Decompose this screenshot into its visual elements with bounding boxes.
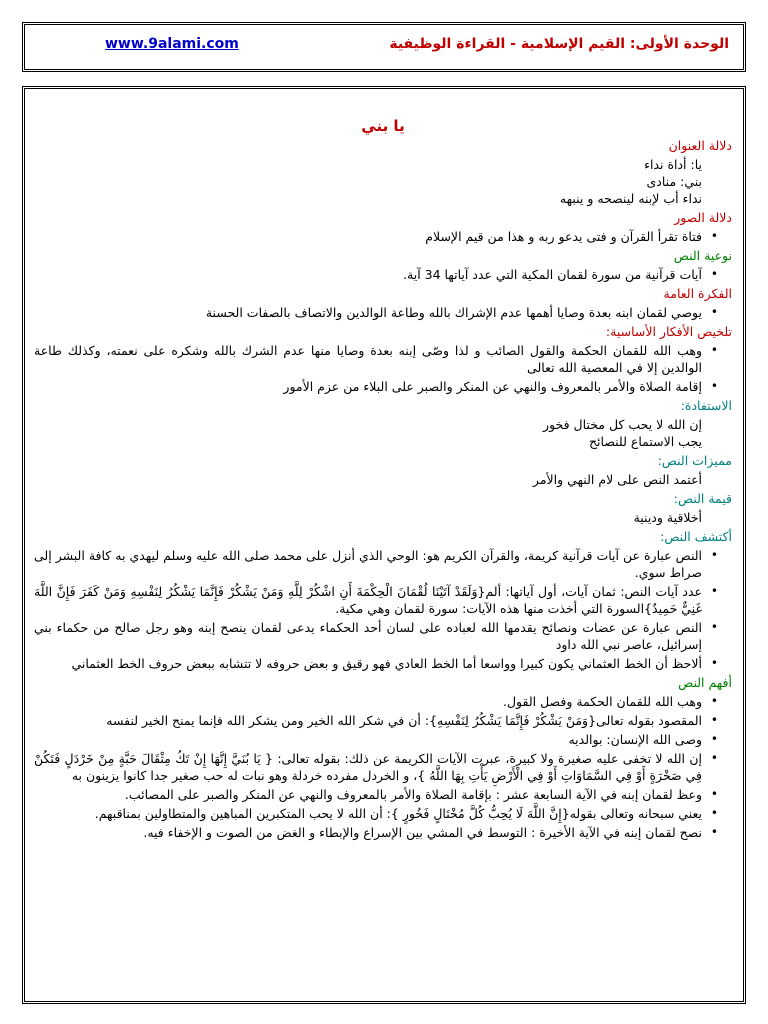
section-heading-main-ideas: تلخيص الأفكار الأساسية: [605,324,732,339]
bullet-list [34,228,732,245]
header-title: الوحدة الأولى: القيم الإسلامية - القراءة الوظيفية [389,36,729,52]
bullet-list [34,547,732,672]
website-link[interactable]: www.9alami.com [105,36,239,52]
list-item: • النص عبارة عن عضات ونصائح يقدمها الله لعباده على لسان أحد الحكماء يدعى لقمان ينصح إبنه وهو رجل صالح من حكماء بني إسرائيل، عاصر نبي الله داود [34,619,720,653]
section-heading-understand-text: أفهم النص [678,675,732,690]
list-item: • فتاة تقرأ القرآن و فتى يدعو ربه و هذا من قيم الإسلام [34,228,720,245]
text-line: نداء أب لإبنه لينصحه و ينبهه [559,191,702,206]
text-line: يجب الاستماع للنصائح [588,434,702,449]
list-item: • يوصي لقمان ابنه بعدة وصايا أهمها عدم الإشراك بالله وطاعة الوالدين والاتصاف بالصفات الحسنة [34,304,720,321]
page-title: يا بني [361,117,405,135]
section-heading-text-features: مميزات النص: [657,453,732,468]
list-item: • وهب الله للقمان الحكمة والقول الصائب و لذا وصّى إبنه بعدة وصايا منها عدم الشرك بالله وشكره على نعمته، وكذلك طاعة الوالدين إلا في المعصية الله تعالى [34,342,720,376]
section-heading-general-idea: الفكرة العامة [663,286,732,301]
section-heading-text-value: قيمة النص: [673,491,732,506]
list-item: • النص عبارة عن آيات قرآنية كريمة، والقرآن الكريم هو: الوحي الذي أنزل على محمد صلى الله عليه وسلم ليهدي به كافة البشر إلى صراط سوي. [34,547,720,581]
document-body [34,118,732,843]
text-line: إن الله لا يحب كل مختال فخور [543,417,702,432]
list-item: • وعظ لقمان إبنه في الآية السابعة عشر : بإقامة الصلاة والأمر بالمعروف والنهي عن المنكر والصبر على المصائب. [34,786,720,803]
text-line: يا: أداة نداء [644,157,702,172]
section-heading-text-type: نوعية النص [673,248,732,263]
list-item: • إن الله لا تخفى عليه صغيرة ولا كبيرة، عبرت الآيات الكريمة عن ذلك: بقوله تعالى: { يَا بُنَيَّ إِنَّهَا إِنْ تَكُ مِثْقَالَ حَبَّةٍ مِنْ خَرْدَلٍ فَتَكُنْ فِي صَخْرَةٍ أَوْ فِي السَّمَاوَاتِ أَوْ فِي الْأَرْضِ يَأْتِ بِهَا اللَّهُ }، و الخردل مفرده خردلة وهو نبات له حب صغير جدا كانوا يزينون به [34,750,720,784]
section-heading-title-meaning: دلالة العنوان [668,138,732,153]
section-heading-discover-text: أكتشف النص: [660,529,732,544]
section-heading-benefit: الاستفادة: [680,398,732,413]
list-item: • آيات قرآنية من سورة لقمان المكية التي عدد آياتها 34 آية. [34,266,720,283]
text-line: أخلاقية ودينية [633,510,702,525]
list-item: • وهب الله للقمان الحكمة وفصل القول. [34,693,720,710]
bullet-list [34,304,732,321]
list-item: • ألاحظ أن الخط العثماني يكون كبيرا وواسعا أما الخط العادي فهو رقيق و بعض حروفه لا تتشابه ببعض حروف الخط العثماني [34,655,720,672]
section-heading-images-meaning: دلالة الصور [674,210,732,225]
header-frame [22,22,746,72]
bullet-list [34,693,732,841]
list-item: • وصى الله الإنسان: بوالديه [34,731,720,748]
list-item: • عدد آيات النص: ثمان آيات، أول آياتها: ألم{وَلَقَدْ آتَيْنَا لُقْمَانَ الْحِكْمَةَ أَنِ اشْكُرْ لِلَّهِ وَمَنْ يَشْكُرْ فَإِنَّمَا يَشْكُرُ لِنَفْسِهِ وَمَنْ كَفَرَ فَإِنَّ اللَّهَ غَنِيٌّ حَمِيدٌ}السورة التي أخذت منها هذه الآيات: سورة لقمان وهي مكية. [34,583,720,617]
text-line: بني: منادى [646,174,702,189]
list-item: • إقامة الصلاة والأمر بالمعروف والنهي عن المنكر والصبر على البلاء من عزم الأمور [34,378,720,395]
list-item: • المقصود بقوله تعالى{وَمَنْ يَشْكُرْ فَإِنَّمَا يَشْكُرُ لِنَفْسِهِ}: أن في شكر الله الخير ومن يشكر الله فإنما يمنح الخير لنفسه [34,712,720,729]
list-item: • يعني سبحانه وتعالى بقوله{إِنَّ اللَّهَ لَا يُحِبُّ كُلَّ مُخْتَالٍ فَخُورٍ }: أن الله لا يحب المتكبرين المباهين والمتطاولين بمناقبهم. [34,805,720,822]
bullet-list [34,342,732,395]
text-line: أعتمد النص على لام النهي والأمر [532,472,702,487]
bullet-list [34,266,732,283]
list-item: • نصح لقمان إبنه في الآية الأخيرة : التوسط في المشي بين الإسراع والإبطاء و الغض من الصوت و الإخفاء فيه. [34,824,720,841]
